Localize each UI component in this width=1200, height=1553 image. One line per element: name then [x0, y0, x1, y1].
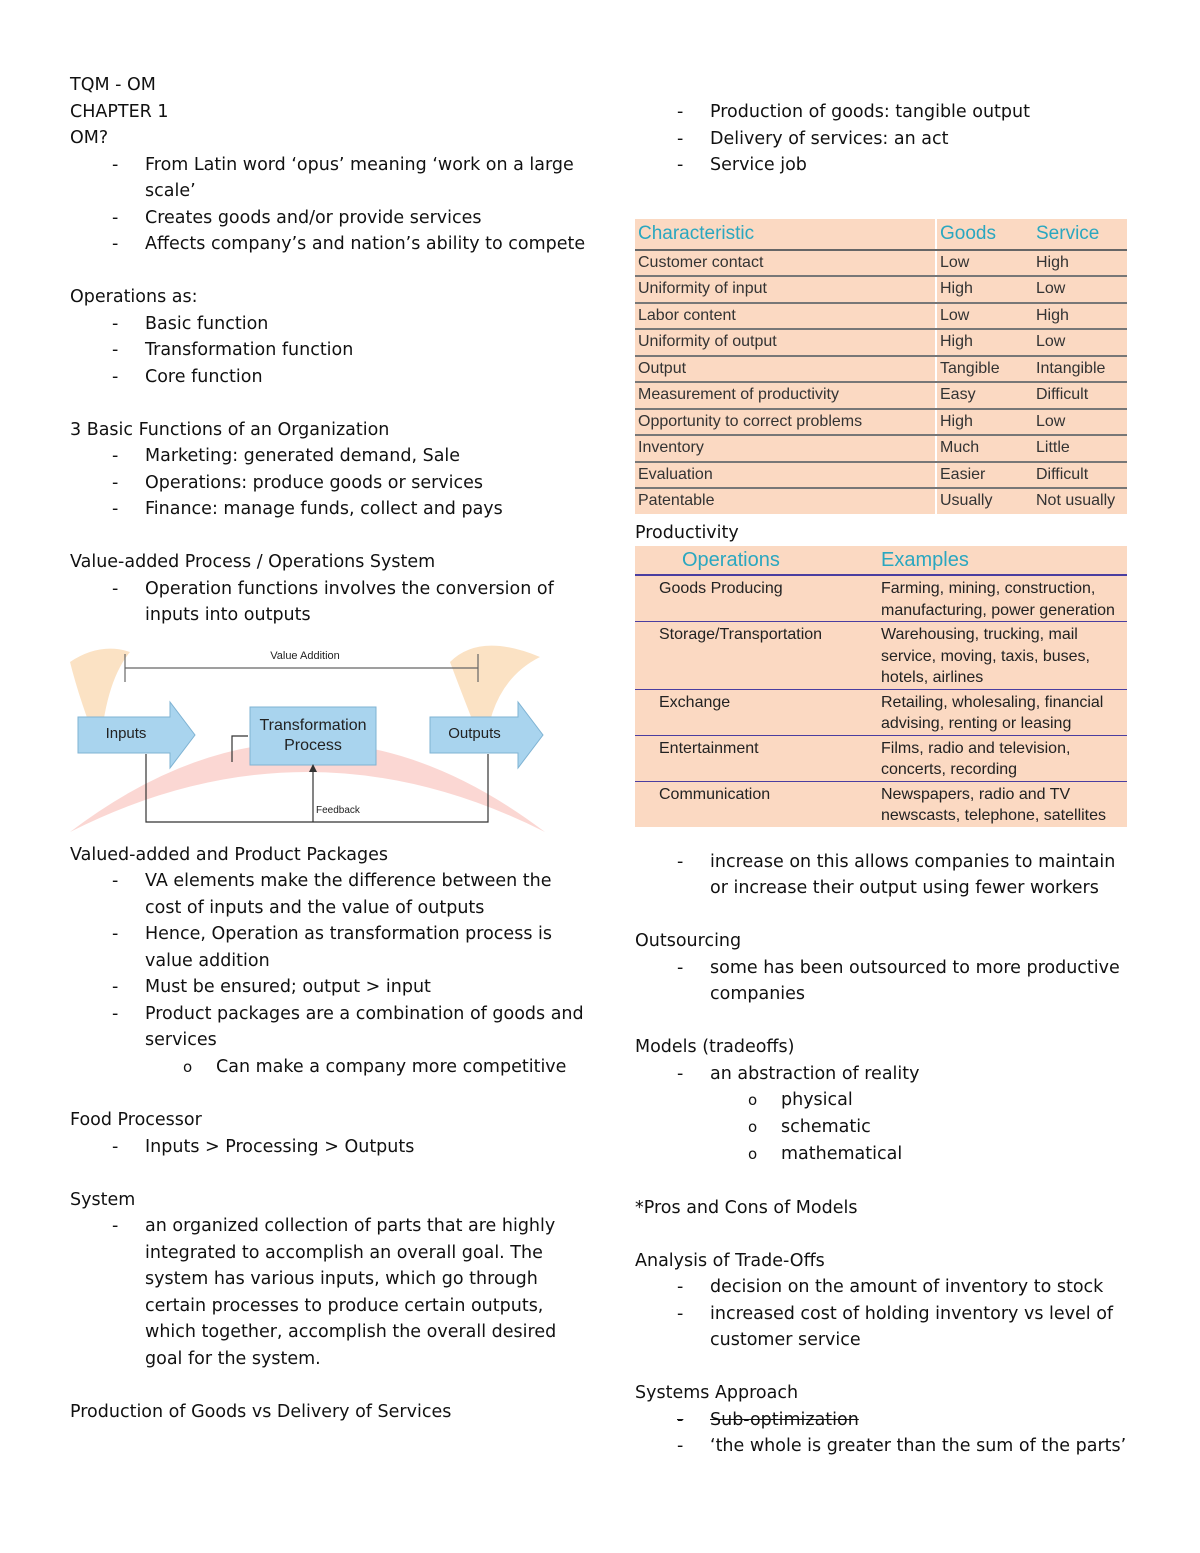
table-row: Customer contact Low High — [635, 250, 1127, 277]
list-item: - Product packages are a combination of goods and services — [112, 1003, 584, 1050]
characteristics-table — [635, 219, 1127, 514]
list-item-struck: - Sub-optimization — [677, 1409, 859, 1430]
column-header: Goods — [936, 219, 1033, 250]
value-added-heading: Value-added Process / Operations System — [70, 552, 436, 572]
list-item: - Delivery of services: an act — [677, 128, 949, 149]
list-item: - an organized collection of parts that are highly integrated to accomplish an overall goal. The system has various inputs, which go through certain processes to produce certain outputs, which together, accomplish the overall desired goal for the system. — [112, 1216, 557, 1369]
feedback-label: Feedback — [316, 804, 360, 816]
operations-examples-table — [635, 546, 1127, 827]
list-item: - increase on this allows companies to maintain or increase their output using fewer workers — [677, 851, 1116, 898]
sub-list-item: o physical — [748, 1090, 853, 1110]
table-row: Opportunity to correct problems High Low — [635, 409, 1127, 436]
table-row: Output Tangible Intangible — [635, 356, 1127, 383]
packages-heading: Valued-added and Product Packages — [70, 844, 389, 865]
tradeoffs-heading: Analysis of Trade-Offs — [635, 1250, 825, 1271]
table-row: Entertainment Films, radio and television, concerts, recording — [635, 735, 1127, 781]
list-item: - Production of goods: tangible output — [677, 102, 1030, 122]
table-row: Communication Newspapers, radio and TV newscasts, telephone, satellites — [659, 785, 1107, 824]
table-row: Evaluation Easier Difficult — [635, 462, 1127, 489]
table-row: Patentable Usually Not usually — [635, 488, 1127, 514]
value-addition-label: Value Addition — [270, 649, 340, 662]
list-item: - ‘the whole is greater than the sum of the parts’ — [677, 1436, 1127, 1456]
food-processor-heading: Food Processor — [70, 1110, 202, 1130]
transformation-label: Transformation Process — [259, 716, 367, 754]
chapter-heading: CHAPTER 1 — [70, 101, 169, 122]
list-item: - Operation functions involves the conversion of inputs into outputs — [112, 578, 554, 625]
pros-cons-note: *Pros and Cons of Models — [635, 1197, 858, 1218]
list-item: - Hence, Operation as transformation process is value addition — [112, 924, 552, 971]
table-row: Storage/Transportation Warehousing, trucking, mail service, moving, taxis, buses, hotels, airlines — [635, 622, 1127, 690]
table-header-row — [635, 546, 1127, 575]
sub-list-item: o Can make a company more competitive — [183, 1056, 567, 1077]
right-column — [635, 99, 1135, 1460]
list-item: - Marketing: generated demand, Sale — [112, 446, 461, 466]
models-heading: Models (tradeoffs) — [635, 1037, 795, 1057]
table-row: Exchange Retailing, wholesaling, financial advising, renting or leasing — [635, 689, 1127, 735]
goods-vs-services-heading: Production of Goods vs Delivery of Services — [70, 1401, 452, 1422]
value-addition-diagram — [70, 642, 545, 832]
table-row: Labor content Low High — [635, 303, 1127, 330]
list-item: - Transformation function — [112, 340, 354, 360]
list-item: - Creates goods and/or provide services — [112, 207, 482, 228]
table-row: Inventory Much Little — [635, 435, 1127, 462]
list-item: - From Latin word ‘opus’ meaning ‘work on a large scale’ — [112, 154, 574, 201]
table-row: Measurement of productivity Easy Difficult — [635, 382, 1127, 409]
outsourcing-heading: Outsourcing — [635, 931, 742, 951]
inputs-label: Inputs — [105, 724, 147, 742]
table-header-row — [635, 219, 1127, 250]
table-row: Uniformity of input High Low — [635, 276, 1127, 303]
column-header: Characteristic — [635, 219, 936, 250]
list-item: - Inputs > Processing > Outputs — [112, 1136, 415, 1157]
list-item: - Finance: manage funds, collect and pays — [112, 499, 503, 519]
doc-title: TQM - OM — [70, 75, 156, 95]
operations-as-heading: Operations as: — [70, 287, 198, 307]
list-item: - an abstraction of reality — [677, 1063, 920, 1084]
column-header: Examples — [881, 546, 1127, 575]
sub-list-item: o schematic — [748, 1117, 871, 1137]
basic-functions-heading: 3 Basic Functions of an Organization — [70, 419, 390, 440]
list-item: - VA elements make the difference between the cost of inputs and the value of outputs — [112, 871, 552, 918]
table-row: Goods Producing Farming, mining, construction, manufacturing, power generation — [635, 575, 1127, 622]
system-heading: System — [70, 1189, 136, 1210]
list-item: - Affects company’s and nation’s ability to compete — [112, 234, 586, 254]
om-heading: OM? — [70, 128, 109, 148]
list-item: - decision on the amount of inventory to stock — [677, 1277, 1104, 1297]
list-item: - Operations: produce goods or services — [112, 472, 484, 493]
list-item: - Core function — [112, 366, 263, 387]
list-item: - Service job — [677, 155, 807, 175]
list-item: - increased cost of holding inventory vs level of customer service — [677, 1303, 1114, 1350]
list-item: - some has been outsourced to more productive companies — [677, 957, 1120, 1004]
column-header: Operations — [635, 546, 881, 575]
table-row: Uniformity of output High Low — [635, 329, 1127, 356]
column-header: Service — [1033, 219, 1127, 250]
list-item: - Basic function — [112, 313, 269, 334]
systems-approach-heading: Systems Approach — [635, 1383, 799, 1403]
outputs-label: Outputs — [448, 724, 501, 742]
left-column — [70, 72, 590, 1425]
sub-list-item: o mathematical — [748, 1144, 903, 1164]
list-item: - Must be ensured; output > input — [112, 977, 431, 997]
productivity-heading: Productivity — [635, 522, 739, 543]
